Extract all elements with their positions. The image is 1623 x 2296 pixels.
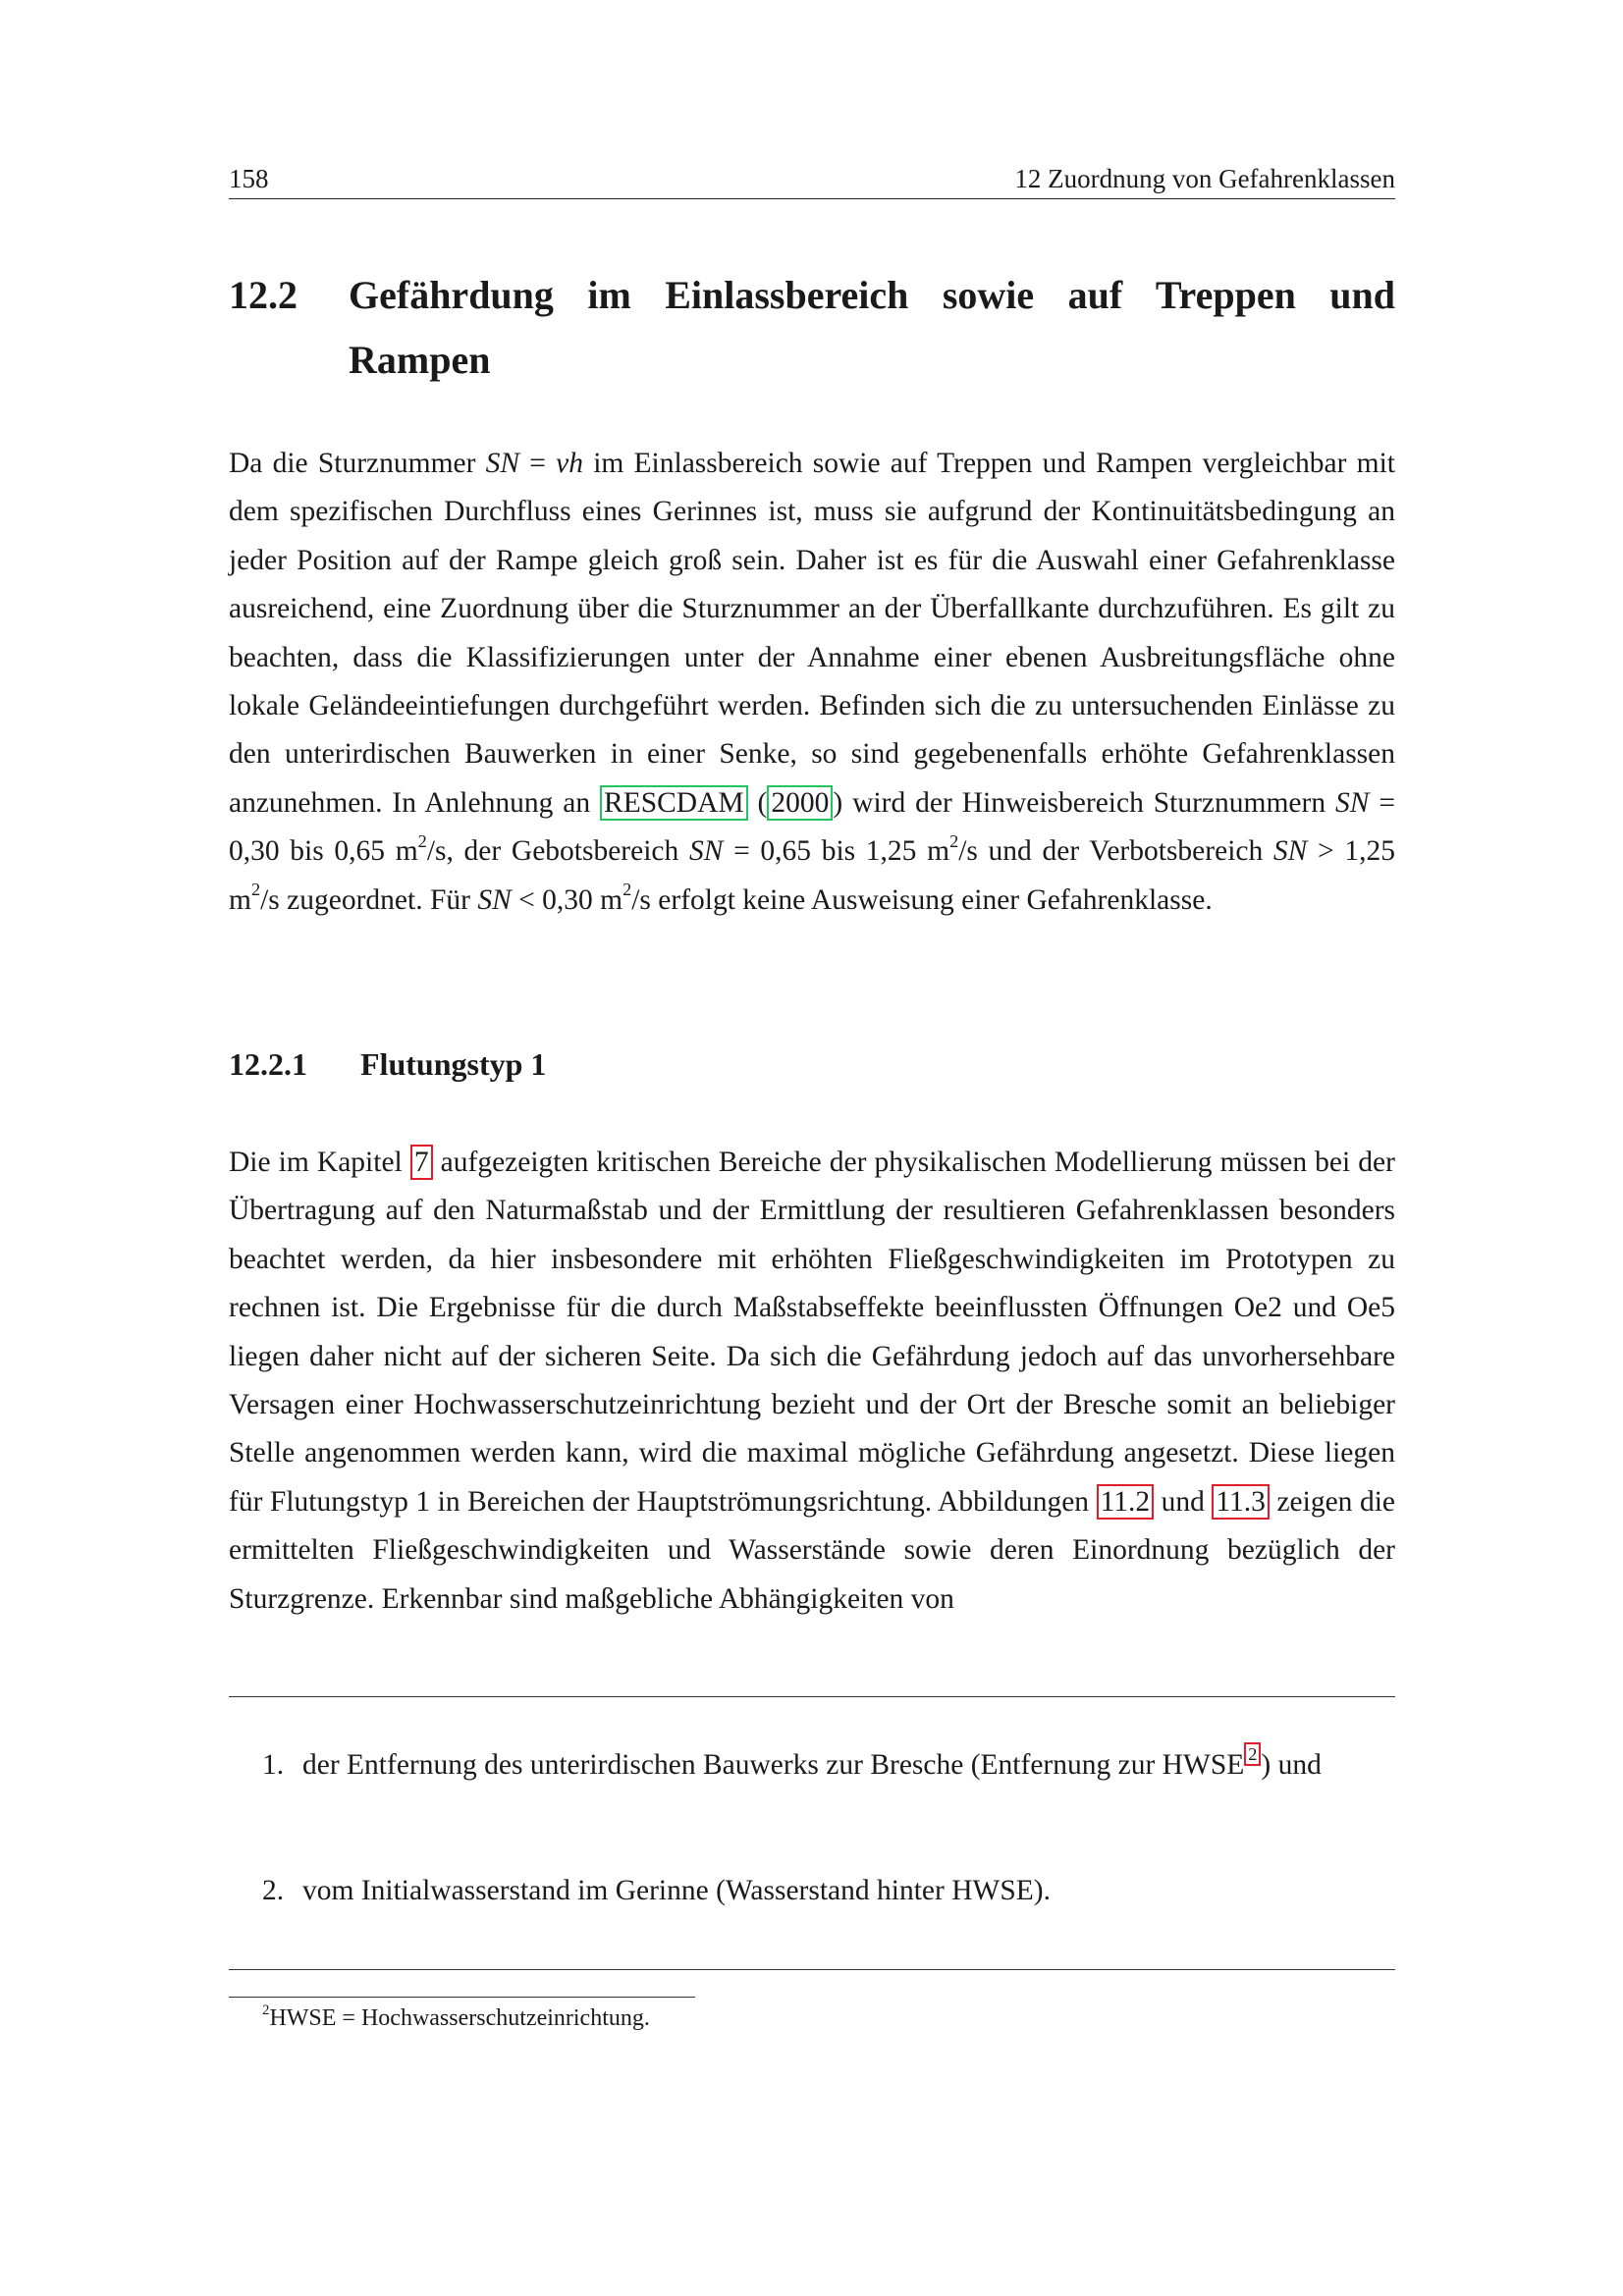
page-number: 158 xyxy=(229,164,269,193)
list-rule-top xyxy=(229,1696,1395,1697)
footnote-separator xyxy=(229,1997,695,1998)
paragraph-flutungstyp: Die im Kapitel 7 aufgezeigten kritischen Bereiche der physikalischen Modellierung müssen bei der Übertragung auf den Naturmaßstab und der Ermittlung der resultieren Gefahrenklassen besonders beachtet werden, da hier insbesondere mit erhöhten Fließgeschwindigkeiten im Prototypen zu rechnen ist. Die Ergebnisse für die durch Maßstabseffekte beeinflussten Öffnungen Oe2 und Oe5 liegen daher nicht auf der sicheren Seite. Da sich die Gefährdung jedoch auf das unvorhersehbare Versagen einer Hochwasserschutzeinrichtung bezieht und der Ort der Bresche somit an beliebiger Stelle angenommen werden kann, wird die maximal mögliche Gefährdung angesetzt. Diese liegen für Flutungstyp 1 in Bereichen der Hauptströmungsrichtung. Abbildungen 11.2 und 11.3 zeigen die ermittelten Fließgeschwindigkeiten und Wasserstände sowie deren Einordnung bezüglich der Sturzgrenze. Erkennbar sind maßgebliche Abhängigkeiten von xyxy=(229,1147,1395,1615)
math-sn: SN xyxy=(1272,835,1308,868)
footnote-text: HWSE = Hochwasserschutzeinrichtung. xyxy=(269,2005,650,2031)
list-item-text: vom Initialwasserstand im Gerinne (Wasserstand hinter HWSE). xyxy=(302,1875,1051,1906)
list-marker: 2. xyxy=(262,1875,285,1906)
math-sn: SN xyxy=(485,448,520,479)
list-rule-bottom xyxy=(229,1969,1395,1970)
figure-ref-link[interactable]: 11.3 xyxy=(1212,1484,1270,1520)
list-item-text: der Entfernung des unterirdischen Bauwerks zur Bresche (Entfernung zur HWSE $^2$ ) und xyxy=(302,1744,1322,1781)
figure-ref-link[interactable]: 11.2 xyxy=(1097,1484,1155,1520)
running-header xyxy=(229,161,1395,199)
subsection-title: Flutungstyp 1 xyxy=(360,1046,547,1082)
paragraph-intro: Da die Sturznummer SN = vh im Einlassbereich sowie auf Treppen und Rampen vergleichbar mit dem spezifischen Durchfluss eines Gerinnes ist, muss sie aufgrund der Kontinuitätsbedingung an jeder Position auf der Rampe gleich groß sein. Daher ist es für die Auswahl einer Gefahrenklasse ausreichend, eine Zuordnung über die Sturznummer an der Überfallkante durchzuführen. Es gilt zu beachten, dass die Klassifizierungen unter der Annahme einer ebenen Ausbreitungsfläche ohne lokale Geländeeintiefungen durchgeführt werden. Befinden sich die zu untersuchenden Einlässe zu den unterirdischen Bauwerken in einer Senke, so sind gegebenenfalls erhöhte Gefahrenklassen anzunehmen. In Anlehnung an RESCDAM ( 2000 ) wird der Hinweisbereich Sturznummern SN = 0,30 bis 0,65 $m^2/s$, der Gebotsbereich SN = 0,65 bis 1,25 $m^2/s$ und der Verbotsbereich SN > 1,25 $m^2/s$ zugeordnet. Für SN < 0,30 $m^2/s$ erfolgt keine Ausweisung einer Gefahrenklasse. xyxy=(229,448,1396,916)
chapter-title: 12 Zuordnung von Gefahrenklassen xyxy=(1014,164,1395,193)
subsection-number: 12.2.1 xyxy=(229,1046,307,1082)
math-sn: SN xyxy=(1335,786,1370,819)
footnote xyxy=(262,2002,650,2034)
math-vh: vh xyxy=(556,448,583,479)
list-marker: 1. xyxy=(262,1749,285,1781)
section-title: Gefährdung im Einlassbereich sowie auf Treppen und Rampen xyxy=(349,273,1395,382)
footnote-mark: 2 xyxy=(262,2002,270,2018)
math-sn: SN xyxy=(688,835,724,868)
math-sn: SN xyxy=(477,883,512,916)
chapter-ref-link[interactable]: 7 xyxy=(410,1145,433,1180)
footnote-ref-link[interactable]: 2 xyxy=(1244,1742,1261,1766)
citation-link-year[interactable]: 2000 xyxy=(767,785,833,821)
citation-link-author[interactable]: RESCDAM xyxy=(600,785,748,821)
section-number: 12.2 xyxy=(229,273,298,317)
